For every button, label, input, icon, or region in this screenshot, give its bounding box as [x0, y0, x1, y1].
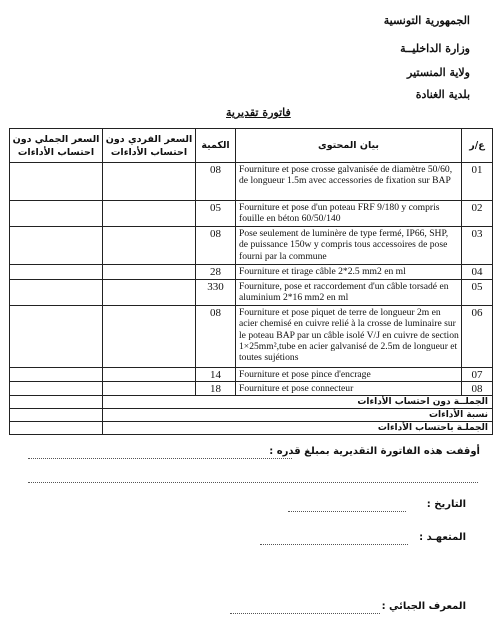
- document-title: فاتورة تقديرية: [226, 106, 291, 119]
- description-cell: Fourniture et tirage câble 2*2.5 mm2 en ml: [236, 265, 462, 280]
- tax-value-cell: [10, 409, 103, 422]
- contractor-line: [260, 544, 408, 545]
- col-header-total-price: السعر الجملي دون احتساب الأداءات: [10, 129, 103, 163]
- table-row: [10, 280, 493, 306]
- total-row-with-tax: [10, 422, 493, 435]
- col-header-description: بيان المحتوى: [236, 129, 462, 163]
- total-value-cell: [10, 396, 103, 409]
- unit-price-cell: [103, 382, 196, 396]
- row-number-cell: 05: [462, 280, 493, 306]
- contractor-label: المتعهـد :: [419, 532, 466, 543]
- quantity-cell: 08: [196, 306, 236, 368]
- quantity-cell: 14: [196, 368, 236, 382]
- table-row: [10, 163, 493, 201]
- total-price-cell: [10, 201, 103, 227]
- date-label: التاريخ :: [426, 499, 466, 510]
- table-row: [10, 368, 493, 382]
- description-cell: Fourniture, pose et raccordement d'un câble torsadé en aluminium 2*16 mm2 en ml: [236, 280, 462, 306]
- unit-price-cell: [103, 280, 196, 306]
- row-number-cell: 06: [462, 306, 493, 368]
- total-row-without-tax: [10, 396, 493, 409]
- quantity-cell: 05: [196, 201, 236, 227]
- total-price-cell: [10, 382, 103, 396]
- row-number-cell: 01: [462, 163, 493, 201]
- amount-line: [28, 458, 292, 459]
- total-price-cell: [10, 368, 103, 382]
- estimate-table: [9, 128, 493, 435]
- description-cell: Fourniture et pose d'un poteau FRF 9/180 y compris fouille en béton 60/50/140: [236, 201, 462, 227]
- row-number-cell: 03: [462, 227, 493, 265]
- col-header-unit-price: السعر الفردي دون احتساب الأداءات: [103, 129, 196, 163]
- total-price-cell: [10, 227, 103, 265]
- col-header-quantity: الكمية: [196, 129, 236, 163]
- total-price-cell: [10, 306, 103, 368]
- total-price-cell: [10, 280, 103, 306]
- description-cell: Fourniture et pose piquet de terre de longueur 2m en acier chemisé en cuivre relié à la crosse de luminaire sur le poteau BAP par un câble isolé V/J en cuivre de section 1×25mm²,tube en acier galvanisé de 2.5m de longueur et toutes sujétions: [236, 306, 462, 368]
- row-number-cell: 08: [462, 382, 493, 396]
- tax-rate-label: نسبة الأداءات: [103, 409, 493, 422]
- unit-price-cell: [103, 201, 196, 227]
- total-with-tax-value-cell: [10, 422, 103, 435]
- quantity-cell: 28: [196, 265, 236, 280]
- table-row: [10, 227, 493, 265]
- header-municipality: بلدية الغنادة: [415, 88, 470, 101]
- header-governorate: ولاية المنستير: [407, 66, 470, 79]
- col-header-num: ع/ر: [462, 129, 493, 163]
- table-row: [10, 382, 493, 396]
- header-ministry: وزارة الداخليــة: [400, 42, 470, 55]
- unit-price-cell: [103, 163, 196, 201]
- description-cell: Fourniture et pose connecteur: [236, 382, 462, 396]
- tax-id-line: [230, 613, 380, 614]
- total-with-tax-label: الجملـة باحتساب الأداءات: [103, 422, 493, 435]
- table-row: [10, 201, 493, 227]
- quantity-cell: 08: [196, 163, 236, 201]
- row-number-cell: 07: [462, 368, 493, 382]
- table-header-row: [10, 129, 493, 163]
- quantity-cell: 330: [196, 280, 236, 306]
- tax-rate-row: [10, 409, 493, 422]
- row-number-cell: 04: [462, 265, 493, 280]
- row-number-cell: 02: [462, 201, 493, 227]
- total-price-cell: [10, 265, 103, 280]
- unit-price-cell: [103, 306, 196, 368]
- date-line: [288, 511, 406, 512]
- total-price-cell: [10, 163, 103, 201]
- table-row: [10, 306, 493, 368]
- unit-price-cell: [103, 368, 196, 382]
- amount-line-2: [28, 482, 478, 483]
- quantity-cell: 08: [196, 227, 236, 265]
- description-cell: Pose seulement de luminère de type fermé, IP66, SHP, de puissance 150w y compris tous accessoires de pose fourni par la commune: [236, 227, 462, 265]
- table-row: [10, 265, 493, 280]
- tax-id-label: المعرف الجبائي :: [381, 601, 466, 612]
- total-without-tax-label: الجملــة دون احتساب الأداءات: [103, 396, 493, 409]
- description-cell: Fourniture et pose pince d'encrage: [236, 368, 462, 382]
- description-cell: Fourniture et pose crosse galvanisée de diamètre 50/60, de longueur 1.5m avec accessories de fixation sur BAP: [236, 163, 462, 201]
- unit-price-cell: [103, 227, 196, 265]
- quantity-cell: 18: [196, 382, 236, 396]
- unit-price-cell: [103, 265, 196, 280]
- header-republic: الجمهورية التونسية: [383, 14, 470, 27]
- amount-label: أوقفت هذه الفاتورة التقديرية بمبلغ قدره :: [269, 446, 480, 457]
